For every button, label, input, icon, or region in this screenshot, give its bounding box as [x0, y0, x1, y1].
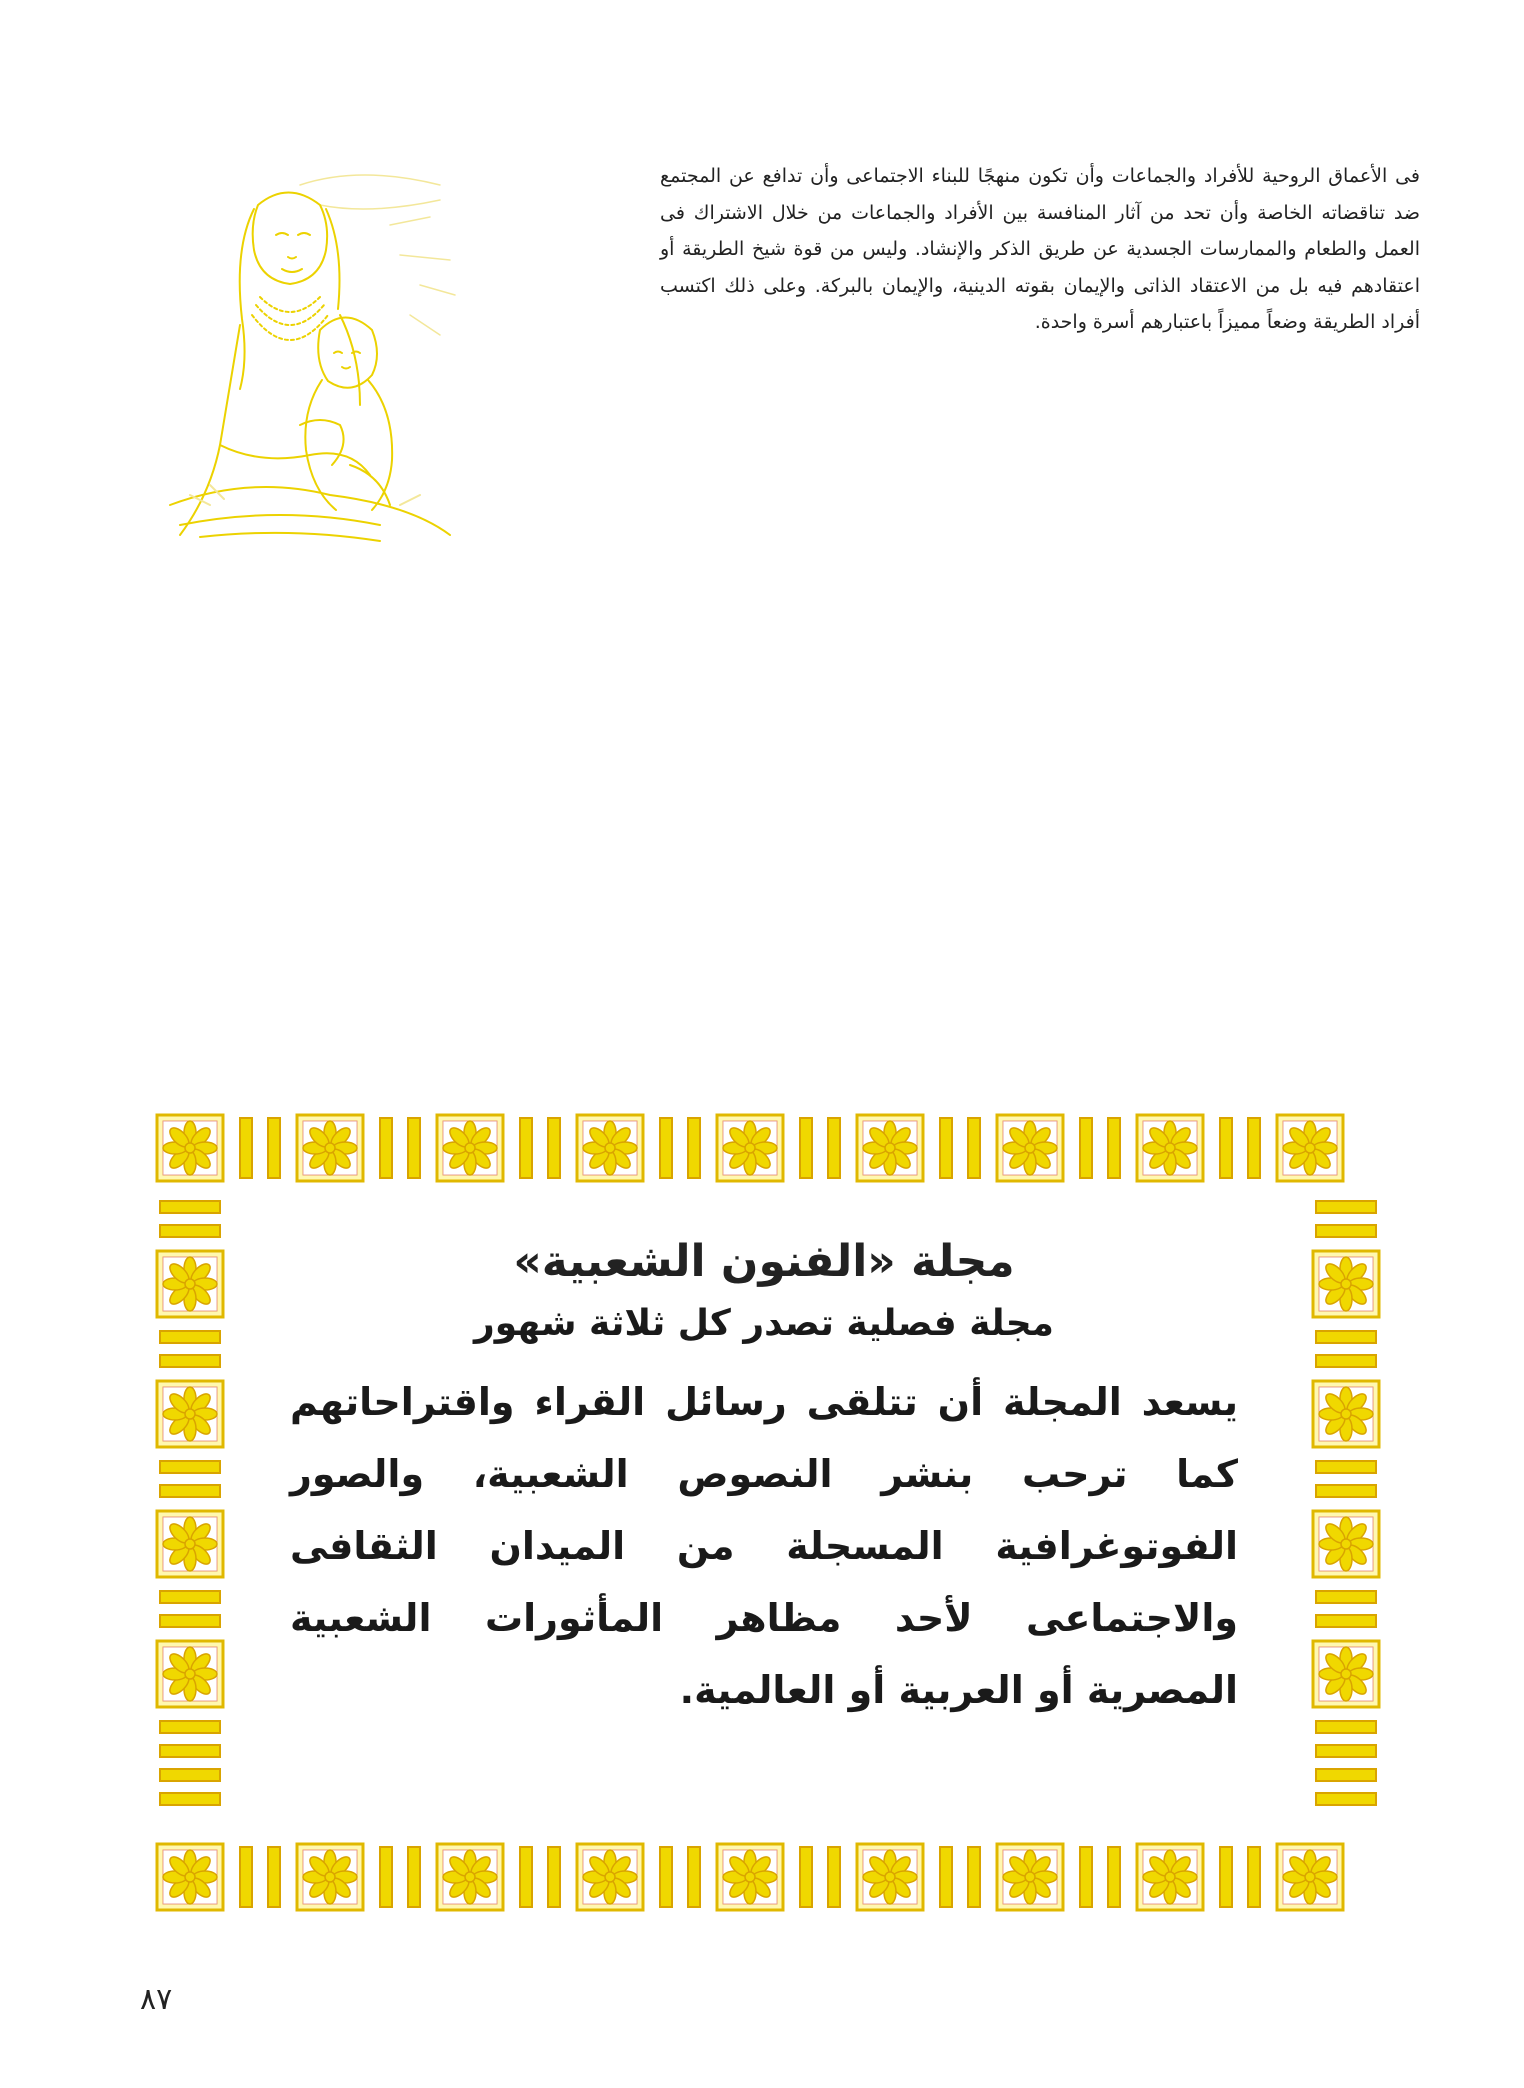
intro-paragraph: فى الأعماق الروحية للأفراد والجماعات وأن تكون منهجًا للبناء الاجتماعى وأن تدافع عن المجتمع ضد تناقضاته الخاصة وأن تحد من آثار المنافسة بين الأفراد والجماعات من خلال الاشتراك فى العمل والطعام والممارسات الجسدية عن طريق الذكر والإنشاد. وليس من قوة شيخ الطريقة أو اعتقادهم فيه بل من الاعتقاد الذاتى والإيمان بقوته الدينية، والإيمان بالبركة. وعلى ذلك اكتسب أفراد الطريقة وضعاً مميزاً باعتبارهم أسرة واحدة.: [660, 165, 1420, 333]
notice-body: يسعد المجلة أن تتلقى رسائل القراء واقتراحاتهم كما ترحب بنشر النصوص الشعبية، والصور الفوتوغرافية المسجلة من الميدان الثقافى والاجتماعى لأحد مظاهر المأثورات الشعبية المصرية أو العربية أو العالمية.: [290, 1380, 1238, 1712]
woman-child-illustration: [150, 165, 470, 545]
notice-title: مجلة «الفنون الشعبية»: [513, 1236, 1015, 1287]
page-number: ٨٧: [140, 1982, 173, 2017]
magazine-notice: [282, 1232, 1246, 1807]
notice-subtitle: مجلة فصلية تصدر كل ثلاثة شهور: [474, 1303, 1054, 1344]
